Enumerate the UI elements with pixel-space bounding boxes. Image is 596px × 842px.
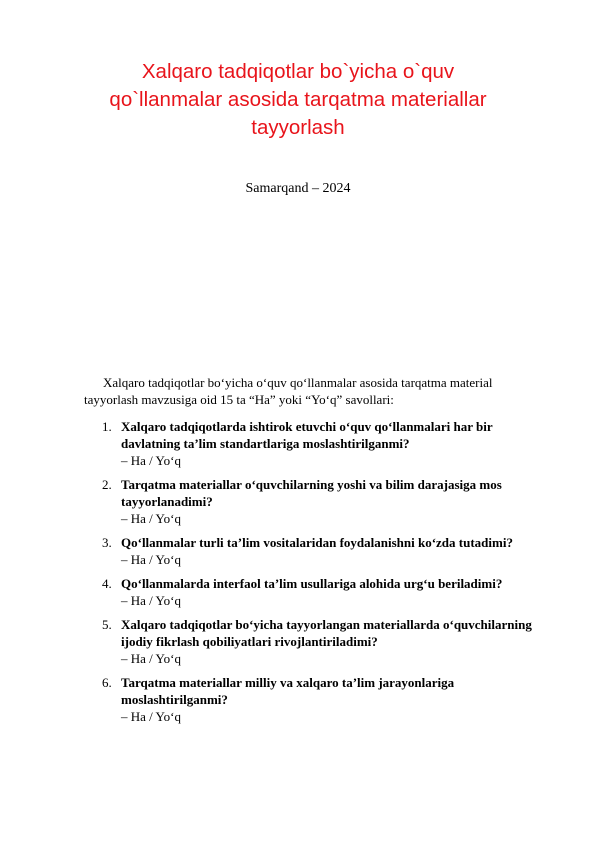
place-year: Samarqand – 2024 <box>245 181 351 196</box>
question-number: 1. <box>102 419 112 434</box>
question-item <box>84 616 554 667</box>
question-answer: – Ha / Yo‘q <box>121 453 181 468</box>
question-text: Tarqatma materiallar milliy va xalqaro ta’lim jarayonlariga moslashtirilganmi? <box>121 675 455 707</box>
question-item <box>84 534 554 568</box>
question-number: 5. <box>102 617 112 632</box>
question-item <box>84 575 554 609</box>
question-text: Xalqaro tadqiqotlarda ishtirok etuvchi o‘quv qo‘llanmalari har bir davlatning ta’lim standartlariga moslashtirilganmi? <box>121 419 493 451</box>
question-answer: – Ha / Yo‘q <box>121 651 181 666</box>
question-list <box>84 418 554 732</box>
question-text: Qo‘llanmalar turli ta’lim vositalaridan foydalanishni ko‘zda tutadimi? <box>121 535 513 550</box>
question-answer: – Ha / Yo‘q <box>121 552 181 567</box>
question-number: 2. <box>102 477 112 492</box>
document-title: Xalqaro tadqiqotlar bo`yicha o`quv qo`llanmalar asosida tarqatma materiallar tayyorlash <box>109 60 487 139</box>
question-item <box>84 418 554 469</box>
question-item <box>84 476 554 527</box>
question-text: Xalqaro tadqiqotlar bo‘yicha tayyorlangan materiallarda o‘quvchilarning ijodiy fikrlash qobiliyatlari rivojlantiriladimi? <box>121 617 532 649</box>
question-answer: – Ha / Yo‘q <box>121 511 181 526</box>
question-answer: – Ha / Yo‘q <box>121 593 181 608</box>
question-item <box>84 674 554 725</box>
question-number: 6. <box>102 675 112 690</box>
question-text: Tarqatma materiallar o‘quvchilarning yoshi va bilim darajasiga mos tayyorlanadimi? <box>121 477 502 509</box>
question-text: Qo‘llanmalarda interfaol ta’lim usullariga alohida urg‘u beriladimi? <box>121 576 503 591</box>
question-number: 3. <box>102 535 112 550</box>
question-answer: – Ha / Yo‘q <box>121 709 181 724</box>
intro-paragraph: Xalqaro tadqiqotlar bo‘yicha o‘quv qo‘llanmalar asosida tarqatma material tayyorlash mavzusiga oid 15 ta “Ha” yoki “Yo‘q” savollari: <box>84 375 493 407</box>
question-number: 4. <box>102 576 112 591</box>
